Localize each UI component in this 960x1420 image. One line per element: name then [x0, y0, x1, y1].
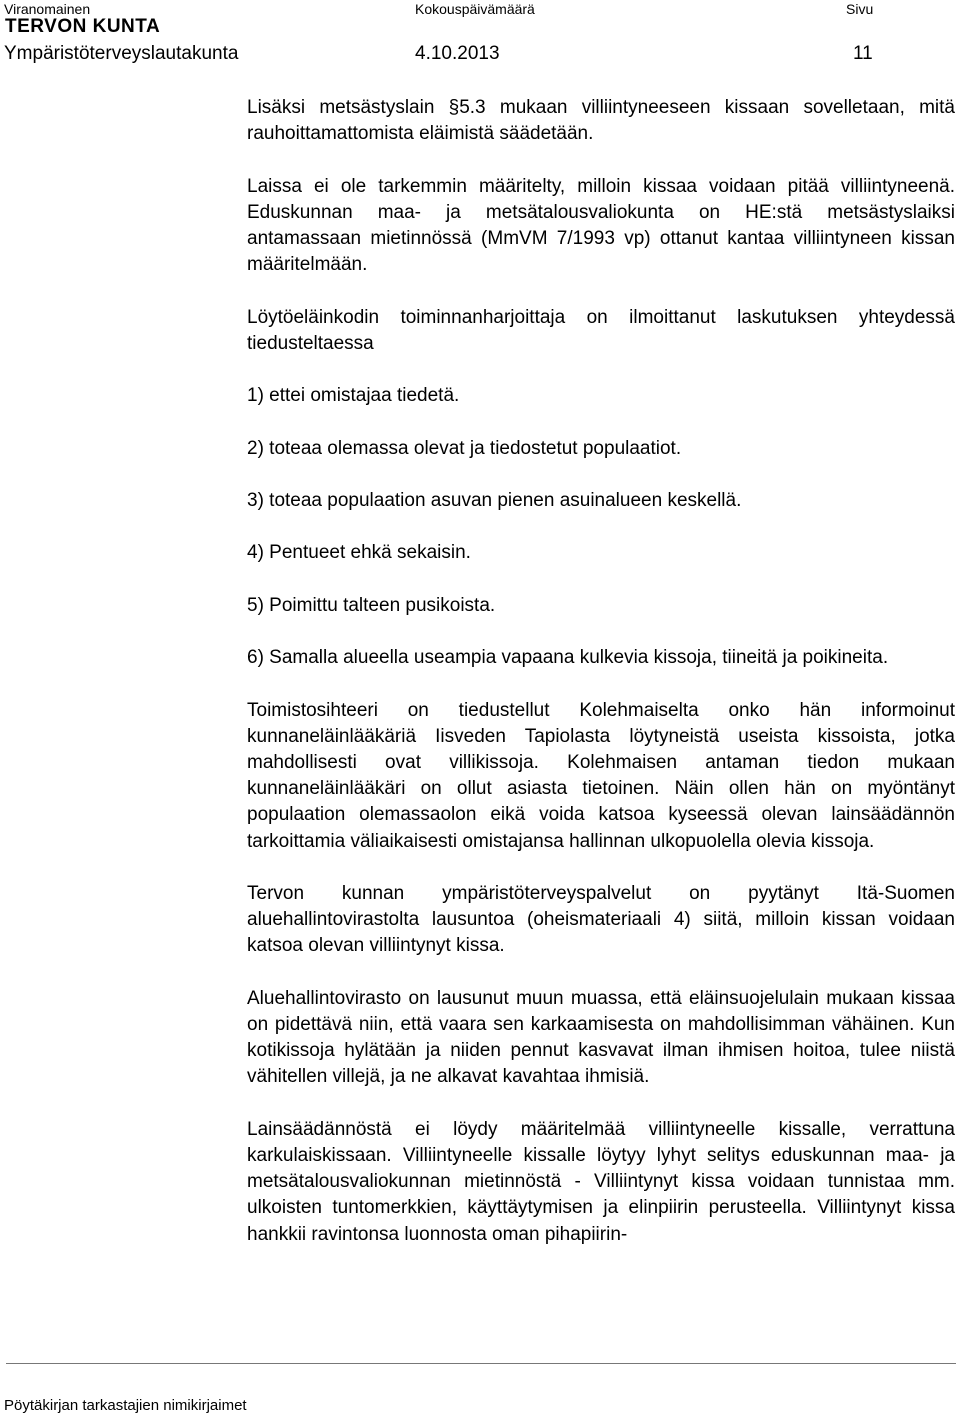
footer-divider	[6, 1363, 956, 1364]
signatures-label: Pöytäkirjan tarkastajien nimikirjaimet	[4, 1397, 247, 1414]
list-item: 1) ettei omistajaa tiedetä.	[247, 385, 460, 407]
header-page-label: Sivu	[846, 1, 874, 17]
paragraph: Tervon kunnan ympäristöterveyspalvelut on pyytänyt Itä-Suomen aluehallintovirastolta lausuntoa (oheismateriaali 4) siitä, milloin kissan voidaan katsoa olevan villiintynyt kissa.	[247, 882, 955, 957]
list-item: 4) Pentueet ehkä sekaisin.	[247, 542, 471, 564]
paragraph: Laissa ei ole tarkemmin määritelty, milloin kissaa voidaan pitää villiintyneenä. Eduskunnan maa- ja metsätalousvaliokunta on HE:stä metsästyslaiksi antamassaan mietinnössä (MmVM 7/1993 vp) ottanut kantaa villiintyneen kissan määritelmään.	[247, 175, 955, 276]
meeting-date: 4.10.2013	[415, 43, 500, 64]
list-item: 2) toteaa olemassa olevat ja tiedostetut populaatiot.	[247, 437, 682, 459]
list-item: 5) Poimittu talteen pusikoista.	[247, 594, 496, 616]
page-number: 11	[853, 43, 873, 64]
committee-name: Ympäristöterveyslautakunta	[4, 43, 239, 64]
header-date-label: Kokouspäivämäärä	[415, 1, 535, 17]
list-item: 6) Samalla alueella useampia vapaana kulkevia kissoja, tiineitä ja poikineita.	[247, 647, 889, 669]
paragraph: Löytöeläinkodin toiminnanharjoittaja on ilmoittanut laskutuksen yhteydessä tiedusteltaessa	[247, 306, 955, 354]
minutes-body	[247, 95, 955, 1248]
paragraph: Lainsäädännöstä ei löydy määritelmää villiintyneelle kissalle, verrattuna karkulaiskissaan. Villiintyneelle kissalle löytyy lyhyt selitys eduskunnan maa- ja metsätalousvaliokunnan mietinnöstä - Villiintynyt kissa voidaan tunnistaa mm. ulkoisten tuntomerkkien, käyttäytymisen ja elinpiirin perusteella. Villiintynyt kissa hankkii ravintonsa luonnosta oman pihapiirin-	[247, 1118, 955, 1245]
paragraph: Aluehallintovirasto on lausunut muun muassa, että eläinsuojelulain mukaan kissaa on pidettävä niin, että vaara sen karkaamisesta on mahdollisimman vähäinen. Kun kotikissoja hylätään ja niiden pennut kasvavat ilman ihmisen hoitoa, tulee niistä vähitellen villejä, ja ne alkavat kavahtaa ihmisiä.	[247, 987, 955, 1088]
paragraph: Lisäksi metsästyslain §5.3 mukaan villiintyneeseen kissaan sovelletaan, mitä rauhoittamattomista eläimistä säädetään.	[247, 97, 955, 145]
header-authority-label: Viranomainen	[4, 1, 91, 17]
list-item: 3) toteaa populaation asuvan pienen asuinalueen keskellä.	[247, 489, 742, 511]
municipality-name: TERVON KUNTA	[5, 16, 161, 37]
paragraph: Toimistosihteeri on tiedustellut Kolehmaiselta onko hän informoinut kunnaneläinlääkäriä Iisveden Tapiolasta löytyneistä useista kissoista, jotka mahdollisesti ovat villikissoja. Kolehmaisen antaman tiedon mukaan kunnaneläinlääkäri on ollut asiasta tietoinen. Näin ollen hän on myöntänyt populaation olemassaolon eikä voida katsoa kyseessä olevan lainsäädännön tarkoittamia väliaikaisesti omistajansa hallinnan ulkopuolella olevia kissoja.	[247, 699, 955, 852]
